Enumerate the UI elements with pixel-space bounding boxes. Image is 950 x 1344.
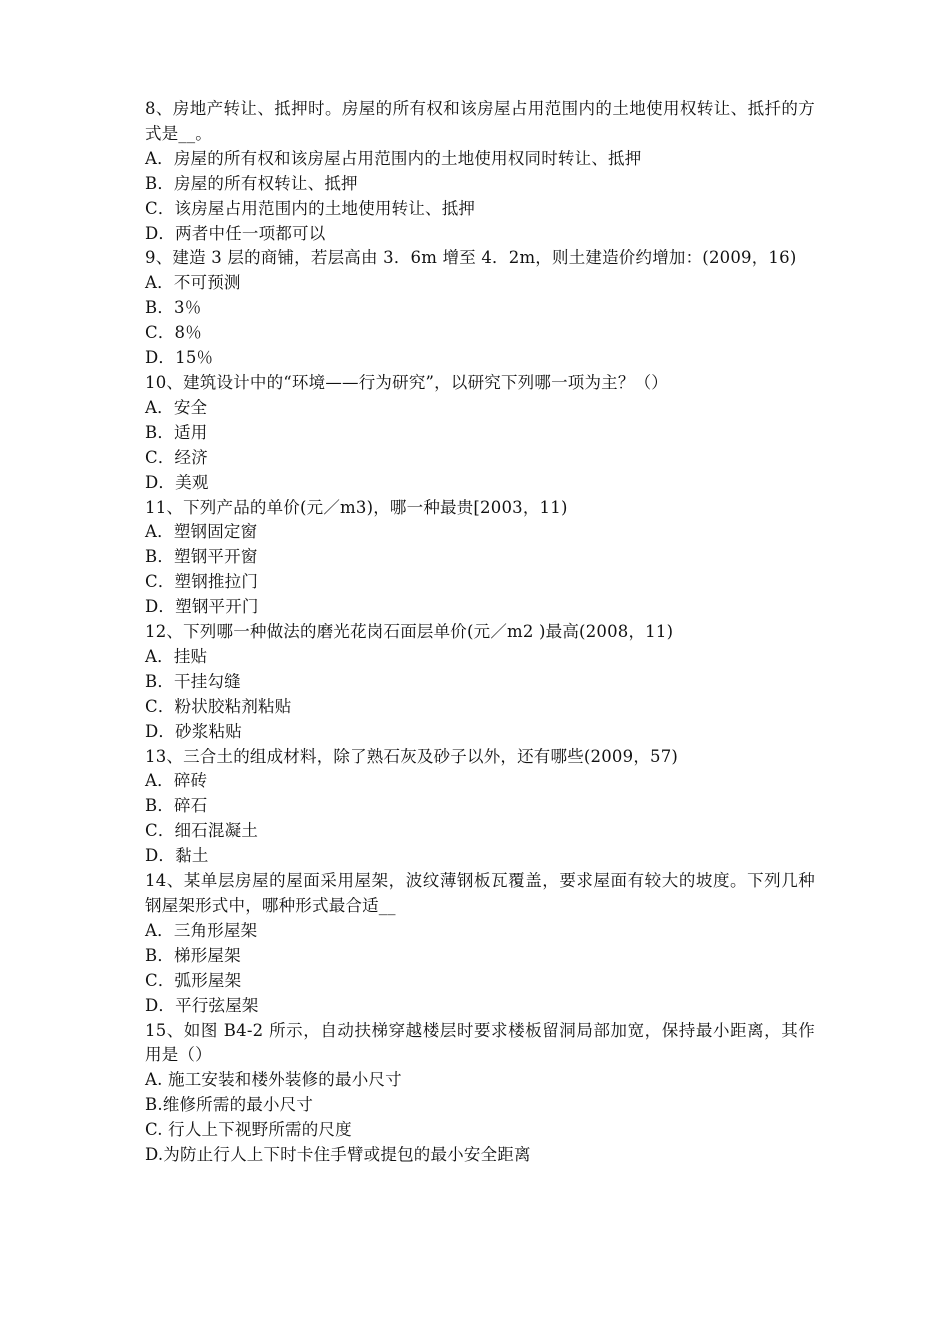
- question-14: [145, 869, 815, 1018]
- question-15: [145, 1019, 815, 1168]
- question-stem: 8、房地产转让、抵押时。房屋的所有权和该房屋占用范围内的土地使用权转让、抵扦的方式是__。: [145, 99, 815, 143]
- option-a: A. 施工安装和楼外装修的最小尺寸: [145, 1070, 402, 1090]
- question-stem: 14、某单层房屋的屋面采用屋架，波纹薄钢板瓦覆盖，要求屋面有较大的坡度。下列几种钢屋架形式中，哪种形式最合适__: [145, 871, 815, 915]
- option-b: B．塑钢平开窗: [145, 547, 258, 567]
- option-a: A．不可预测: [145, 273, 241, 293]
- option-b: B．碎石: [145, 796, 208, 816]
- question-11: [145, 496, 815, 621]
- question-stem: 15、如图 B4-2 所示，自动扶梯穿越楼层时要求楼板留洞局部加宽，保持最小距离，其作用是（）: [145, 1020, 816, 1065]
- question-list: [145, 97, 815, 1168]
- option-c: C．该房屋占用范围内的土地使用转让、抵押: [145, 198, 476, 218]
- question-8: [145, 97, 815, 246]
- question-stem: 9、建造 3 层的商铺，若层高由 3．6m 增至 4．2m，则土建造价约增加：(2009，16): [145, 248, 797, 268]
- option-c: C．8％: [145, 323, 202, 343]
- option-d: D．平行弦屋架: [145, 995, 259, 1015]
- question-9: [145, 246, 815, 371]
- option-b: B.维修所需的最小尺寸: [145, 1095, 314, 1115]
- option-d: D．砂浆粘贴: [145, 721, 242, 741]
- option-d: D．两者中任一项都可以: [145, 223, 326, 243]
- option-d: D．美观: [145, 472, 209, 492]
- option-b: B．3％: [145, 298, 202, 318]
- question-12: [145, 620, 815, 745]
- option-b: B．适用: [145, 422, 208, 442]
- option-a: A．安全: [145, 397, 208, 417]
- option-c: C. 行人上下视野所需的尺度: [145, 1120, 352, 1140]
- option-d: D.为防止行人上下时卡住手臂或提包的最小安全距离: [145, 1145, 531, 1165]
- option-c: C．塑钢推拉门: [145, 572, 259, 592]
- option-d: D．15％: [145, 348, 214, 368]
- option-c: C．经济: [145, 447, 208, 467]
- option-a: A．塑钢固定窗: [145, 522, 258, 542]
- question-13: [145, 745, 815, 870]
- option-a: A．挂贴: [145, 646, 208, 666]
- option-a: A．三角形屋架: [145, 920, 258, 940]
- option-b: B．干挂勾缝: [145, 671, 241, 691]
- question-stem: 10、建筑设计中的“环境——行为研究”，以研究下列哪一项为主？（）: [145, 372, 668, 392]
- option-d: D．塑钢平开门: [145, 597, 259, 617]
- question-stem: 12、下列哪一种做法的磨光花岗石面层单价(元／m2 )最高(2008，11): [145, 622, 674, 642]
- option-a: A．房屋的所有权和该房屋占用范围内的土地使用权同时转让、抵押: [145, 148, 642, 168]
- question-stem: 11、下列产品的单价(元／m3)，哪一种最贵[2003，11): [145, 497, 568, 517]
- option-c: C．弧形屋架: [145, 970, 242, 990]
- option-c: C．粉状胶粘剂粘贴: [145, 696, 292, 716]
- option-b: B．梯形屋架: [145, 945, 241, 965]
- option-c: C．细石混凝土: [145, 821, 259, 841]
- option-a: A．碎砖: [145, 771, 208, 791]
- option-b: B．房屋的所有权转让、抵押: [145, 173, 358, 193]
- question-10: [145, 371, 815, 496]
- question-stem: 13、三合土的组成材料，除了熟石灰及砂子以外，还有哪些(2009，57): [145, 746, 679, 766]
- option-d: D．黏土: [145, 846, 209, 866]
